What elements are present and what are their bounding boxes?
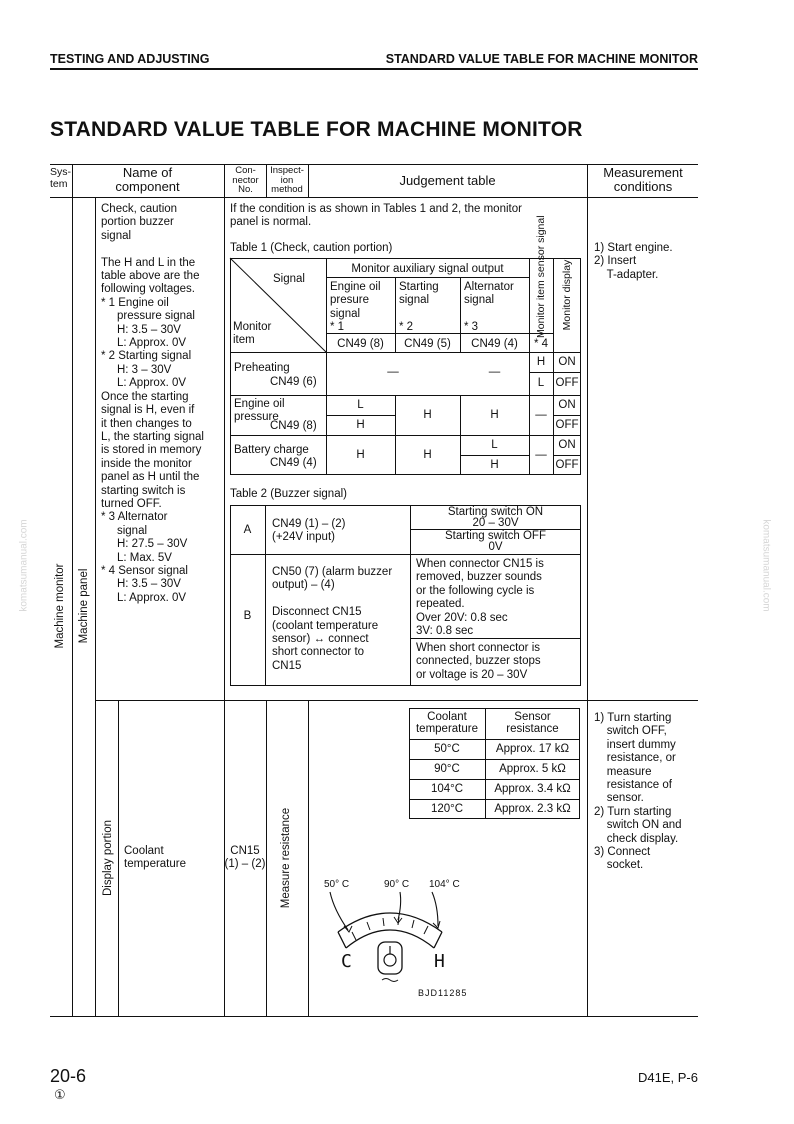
buzzer-result-line: Over 20V: 0.8 sec [416, 611, 508, 624]
coolant-temperature-name: Coolant temperature [124, 845, 187, 871]
description-line: Once the starting [101, 390, 189, 403]
condition-line: check display. [594, 832, 679, 845]
col-alternator-signal: Alternator signal * 3 [464, 281, 514, 334]
col-system: Sys- tem [50, 166, 71, 190]
panel-label: Machine panel [78, 568, 90, 644]
description-line: L: Approx. 0V [101, 337, 187, 350]
description-line: panel as H until the [101, 471, 200, 484]
condition-line: resistance, or [594, 752, 676, 765]
description-line: * 1 Engine oil [101, 296, 169, 309]
description-line: * 2 Starting signal [101, 350, 192, 363]
description-line: starting switch is [101, 484, 186, 497]
buzzer-b-line: CN15 [272, 659, 302, 672]
description-line: H: 3.5 – 30V [101, 578, 181, 591]
row-battery-charge: Battery charge [234, 444, 309, 456]
page-title: STANDARD VALUE TABLE FOR MACHINE MONITOR [50, 118, 583, 141]
watermark-right: komatsumanual.com [760, 519, 772, 612]
measure-label: Measure resistance [280, 807, 292, 909]
description-line: L, the starting signal [101, 430, 204, 443]
col-connector: Con- nector No. [232, 165, 259, 195]
buzzer-result-line: 3V: 0.8 sec [416, 625, 474, 638]
description-line: H: 3 – 30V [101, 363, 172, 376]
description-line: L: Max. 5V [101, 551, 172, 564]
description-line: L: Approx. 0V [101, 591, 187, 604]
row1-conditions [594, 242, 673, 282]
buzzer-b-line: output) – (4) [272, 579, 335, 592]
col-monitor-display: Monitor display [561, 259, 573, 331]
description-line: Check, caution [101, 203, 178, 215]
model-code: D41E, P-6 [638, 1070, 698, 1085]
table-header-bottom [50, 197, 698, 198]
condition-line: switch OFF, [594, 725, 667, 738]
description-line [101, 243, 204, 256]
description-line: table above are the [101, 270, 200, 283]
description-line: signal is H, even if [101, 404, 195, 417]
col-sensor-signal: Monitor item sensor signal [535, 215, 547, 338]
gauge-icon [320, 890, 460, 990]
condition-line: 3) Connect [594, 846, 651, 859]
description-line: signal [101, 229, 132, 242]
description-line: H: 3.5 – 30V [101, 323, 181, 336]
buzzer-result-line: or the following cycle is [416, 584, 535, 597]
header-rule [50, 68, 698, 70]
condition-line: 2) Turn starting [594, 805, 672, 818]
condition-line: measure [594, 765, 652, 778]
description-line: * 4 Sensor signal [101, 564, 188, 577]
condition-line: 2) Insert [594, 255, 637, 268]
description-line: portion buzzer [101, 216, 174, 229]
page-number: 20-6 [50, 1066, 87, 1086]
description-line: signal [101, 524, 148, 537]
watermark-left: komatsumanual.com [18, 519, 30, 612]
buzzer-b-line: (coolant temperature [272, 619, 379, 632]
col-measurement: Measurement conditions [603, 165, 683, 194]
col-name: Name of component [115, 165, 180, 194]
description-line: it then changes to [101, 417, 192, 430]
condition-line: resistance of [594, 779, 672, 792]
buzzer-result-line: or voltage is 20 – 30V [416, 668, 528, 681]
header-page-title: STANDARD VALUE TABLE FOR MACHINE MONITOR [385, 52, 698, 66]
row-preheating: Preheating [234, 362, 290, 374]
row-oil-pressure: Engine oil pressure [234, 398, 285, 424]
judgement-intro: If the condition is as shown in Tables 1 and 2, the monitor panel is normal. [230, 203, 522, 229]
description-line: turned OFF. [101, 497, 162, 510]
col-judgement: Judgement table [399, 173, 496, 188]
component-description [101, 203, 204, 605]
display-label: Display portion [102, 819, 114, 897]
buzzer-b-line: CN50 (7) (alarm buzzer [272, 566, 393, 578]
description-line: The H and L in the [101, 256, 196, 269]
buzzer-b-line: short connector to [272, 646, 365, 659]
buzzer-result-line: repeated. [416, 598, 465, 611]
table-bottom-border [50, 1016, 698, 1017]
description-line: pressure signal [101, 310, 195, 323]
description-line: L: Approx. 0V [101, 377, 187, 390]
description-line: following voltages. [101, 283, 195, 296]
description-line: H: 27.5 – 30V [101, 538, 188, 551]
description-line: is stored in memory [101, 444, 202, 457]
col-oil-signal: Engine oil presure signal * 1 [330, 281, 381, 334]
aux-signal-header: Monitor auxiliary signal output [351, 263, 504, 275]
table1-caption: Table 1 (Check, caution portion) [230, 242, 393, 254]
table2-caption: Table 2 (Buzzer signal) [230, 488, 347, 500]
buzzer-result-line: connected, buzzer stops [416, 655, 541, 668]
header-section-title: TESTING AND ADJUSTING [50, 52, 210, 66]
description-line: * 3 Alternator [101, 511, 168, 524]
buzzer-b-line: Disconnect CN15 [272, 606, 362, 619]
revision-mark: ① [54, 1087, 66, 1102]
row2-conditions [594, 712, 682, 873]
condition-line: insert dummy [594, 738, 676, 751]
buzzer-result-line: When short connector is [416, 642, 541, 654]
col-starting-signal: Starting signal * 2 [399, 281, 439, 334]
figure-id: BJD11285 [418, 988, 468, 998]
condition-line: 1) Start engine. [594, 242, 673, 254]
condition-line: sensor. [594, 792, 644, 805]
condition-line: 1) Turn starting [594, 712, 672, 724]
description-line: inside the monitor [101, 457, 192, 470]
buzzer-result-line: removed, buzzer sounds [416, 571, 542, 584]
col-inspection: Inspect- ion method [270, 165, 304, 195]
condition-line: T-adapter. [594, 268, 659, 281]
system-label: Machine monitor [54, 563, 66, 649]
buzzer-result-line: When connector CN15 is [416, 558, 544, 570]
condition-line: switch ON and [594, 819, 682, 832]
condition-line: socket. [594, 859, 644, 872]
coolant-connector: CN15 (1) – (2) [224, 845, 266, 871]
buzzer-b-line [272, 593, 392, 606]
buzzer-b-line: sensor) ↔ connect [272, 633, 369, 646]
